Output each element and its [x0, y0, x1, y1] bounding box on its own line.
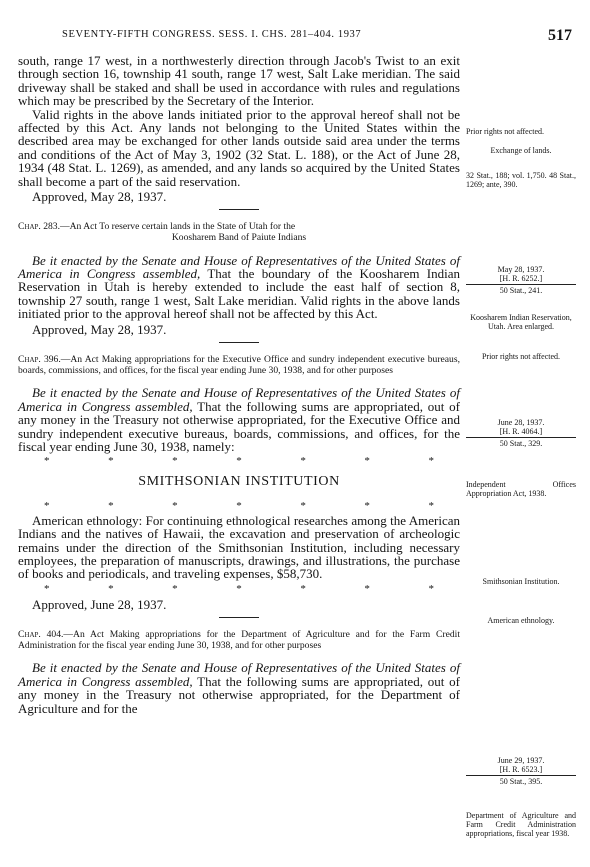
statute-citation: 50 Stat., 395. — [499, 777, 543, 786]
chapter-heading-396 — [18, 355, 460, 376]
star-mark: * — [236, 455, 242, 468]
section-divider — [219, 209, 259, 210]
chapter-number: Chap. 283. — [18, 221, 60, 233]
bill-number: [H. R. 4064.] — [499, 427, 543, 436]
enacting-clause: Be it enacted by the Senate and House of Representatives of the United States of America in Congress assembled, — [18, 660, 460, 689]
chapter-title: —An Act Making appropriations for the Department of Agriculture and for the Farm Credit Administration for the fiscal year ending June 30, 1938, and for other purposes — [18, 629, 460, 651]
star-mark: * — [428, 455, 434, 468]
enacting-paragraph-396 — [18, 386, 460, 453]
star-mark: * — [300, 499, 306, 512]
margin-note-exchange: Exchange of lands. — [490, 146, 552, 155]
main-text-column — [18, 54, 460, 715]
margin-note-chapter-396 — [466, 418, 576, 448]
enacting-clause: Be it enacted by the Senate and House of Representatives of the United States of America in Congress assembled, — [18, 252, 460, 282]
star-mark: * — [108, 455, 114, 468]
omission-stars — [18, 499, 460, 513]
enacting-paragraph-404 — [18, 661, 460, 715]
note-rule — [466, 437, 576, 438]
margin-note-chapter-283 — [466, 265, 576, 295]
star-mark: * — [428, 582, 434, 595]
statute-citation: 50 Stat., 241. — [499, 286, 543, 295]
chapter-heading-404 — [18, 630, 460, 651]
star-mark: * — [108, 499, 114, 512]
bill-number: [H. R. 6252.] — [499, 274, 543, 283]
enacting-paragraph-283 — [18, 254, 460, 321]
star-mark: * — [236, 499, 242, 512]
margin-note-agriculture: Department of Agriculture and Farm Credit Administration appropriations, fiscal year 1938. — [466, 811, 576, 838]
star-mark: * — [108, 582, 114, 595]
note-rule — [466, 284, 576, 285]
page-header — [62, 27, 572, 47]
approval-line: Approved, May 28, 1937. — [32, 189, 167, 205]
enacting-text: That the following sums are appropriated, out of any money in the Treasury not otherwise appropriated, for the Department of Agriculture and for the — [18, 673, 460, 716]
margin-note-prior-rights: Prior rights not affected. — [466, 127, 545, 136]
star-mark: * — [44, 499, 50, 512]
section-heading: SMITHSONIAN INSTITUTION — [138, 474, 340, 490]
enacting-clause: Be it enacted by the Senate and House of Representatives of the United States of America in Congress assembled, — [18, 385, 460, 414]
chapter-heading-283 — [18, 222, 460, 243]
section-divider — [219, 342, 259, 343]
chapter-number: Chap. 404. — [18, 629, 64, 641]
enacting-text: That the following sums are appropriated, out of any money in the Treasury not otherwise appropriated, for the Executive Office and sundry independent executive bureaus, boards, commissions, and offices, for the fiscal year ending June 30, 1938, namely: — [18, 398, 460, 454]
star-mark: * — [172, 582, 178, 595]
margin-note-independent-offices: Independent Offices Appropriation Act, 1938. — [466, 480, 576, 498]
star-mark: * — [364, 499, 370, 512]
margin-note-citation: 32 Stat., 188; vol. 1,750. 48 Stat., 1269; ante, 390. — [466, 171, 576, 189]
omission-stars — [18, 582, 460, 596]
chapter-title: —An Act Making appropriations for the Executive Office and sundry independent executive bureaus, boards, commissions, and offices, for the fiscal year ending June 30, 1938, and for other purposes — [18, 354, 460, 376]
star-mark: * — [428, 499, 434, 512]
star-mark: * — [172, 455, 178, 468]
approval-date: June 29, 1937. — [497, 756, 545, 765]
margin-note-smithsonian: Smithsonian Institution. — [482, 577, 560, 586]
margin-note-ethnology: American ethnology. — [487, 616, 555, 625]
margin-note-chapter-404 — [466, 756, 576, 786]
star-mark: * — [364, 582, 370, 595]
chapter-number: Chap. 396. — [18, 354, 61, 366]
star-mark: * — [300, 582, 306, 595]
chapter-title-cont: Koosharem Band of Paiute Indians — [171, 232, 307, 244]
star-mark: * — [172, 499, 178, 512]
margin-note-koosharem: Koosharem Indian Reservation, Utah. Area enlarged. — [470, 313, 572, 331]
approval-date: May 28, 1937. — [497, 265, 545, 274]
margin-note-prior-rights: Prior rights not affected. — [481, 352, 561, 361]
star-mark: * — [236, 582, 242, 595]
chapter-title: —An Act To reserve certain lands in the State of Utah for the — [60, 221, 296, 233]
running-head: SEVENTY-FIFTH CONGRESS. SESS. I. CHS. 281–404. 1937 — [62, 29, 362, 40]
approval-date: June 28, 1937. — [497, 418, 545, 427]
paragraph-valid-rights: Valid rights in the above lands initiated prior to the approval hereof shall not be affected by this Act. Any lands not belonging to the United States within the described area may be exchanged for other lands outside said area under the terms and conditions of the Act of May 3, 1902 (32 Stat. L. 188), or the Act of June 28, 1934 (48 Stat. L. 1269), as amended, and any lands so acquired by the United States shall become a part of the said reservation. — [18, 106, 460, 189]
approval-line: Approved, May 28, 1937. — [32, 321, 167, 337]
omission-stars — [18, 454, 460, 468]
approval-line: Approved, June 28, 1937. — [32, 596, 167, 612]
paragraph-driveway: south, range 17 west, in a northwesterly direction through Jacob's Twist to an exit through section 16, township 41 south, range 17 west, Salt Lake meridian. The said driveway shall be staked and shall be used in accordance with rules and regulations which may be prescribed by the Secretary of the Interior. — [18, 53, 460, 109]
star-mark: * — [44, 582, 50, 595]
section-divider — [219, 617, 259, 618]
star-mark: * — [300, 455, 306, 468]
star-mark: * — [364, 455, 370, 468]
note-rule — [466, 775, 576, 776]
enacting-text: That the boundary of the Koosharem Indian Reservation in Utah is hereby extended to include the east half of section 8, township 27 south, range 1 west, Salt Lake meridian. Valid rights in the above lands initiated prior to the approval hereof shall not be affected by this Act. — [18, 266, 461, 322]
statute-citation: 50 Stat., 329. — [499, 439, 543, 448]
bill-number: [H. R. 6523.] — [499, 765, 543, 774]
star-mark: * — [44, 455, 50, 468]
page-number: 517 — [548, 27, 572, 44]
paragraph-ethnology: American ethnology: For continuing ethnological researches among the American Indians and the natives of Hawaii, the excavation and preservation of archeologic remains under the direction of the Smithsonian Institution, including necessary employees, the preparation of manuscripts, drawings, and illustrations, the purchase of books and periodicals, and traveling expenses, $58,730. — [18, 512, 460, 582]
